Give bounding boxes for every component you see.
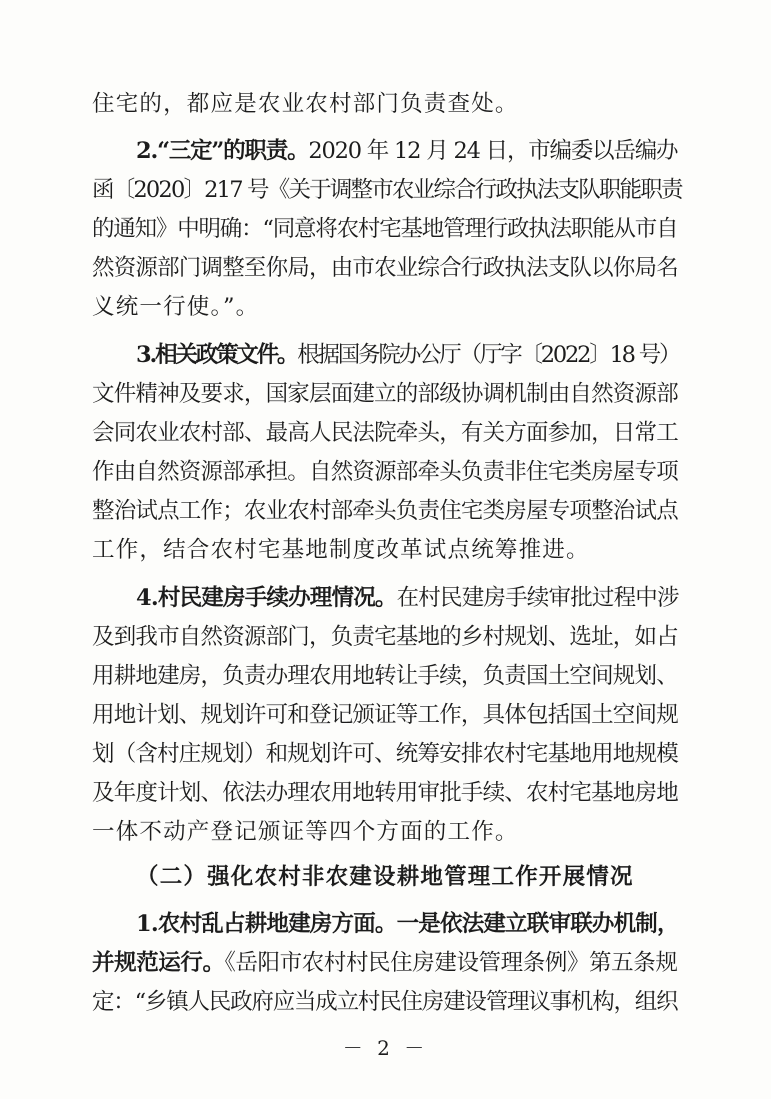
text-line: 函〔2020〕217 号《关于调整市农业综合行政执法支队职能职责 [92, 177, 682, 203]
text-line: 用耕地建房，负责办理农用地转让手续，负责国土空间规划、 [92, 663, 678, 689]
text-line: 一体不动产登记颁证等四个方面的工作。 [92, 819, 519, 845]
text-line: 整治试点工作；农业农村部牵头负责住宅类房屋专项整治试点 [92, 498, 678, 524]
text-line: 住宅的，都应是农业农村部门负责查处。 [92, 91, 519, 117]
text-line: 然资源部门调整至你局，由市农业综合行政执法支队以你局名 [92, 255, 678, 281]
text-line: 作由自然资源部承担。自然资源部牵头负责非住宅类房屋专项 [92, 459, 678, 485]
text-line: 定：“乡镇人民政府应当成立村民住房建设管理议事机构，组织 [92, 989, 678, 1015]
text-line: 会同农业农村部、最高人民法院牵头，有关方面参加，日常工 [92, 420, 678, 446]
text-line: 用地计划、规划许可和登记颁证等工作，具体包括国土空间规 [92, 702, 678, 728]
text-line: 划（含村庄规划）和规划许可、统筹安排农村宅基地用地规模 [92, 741, 678, 767]
text-line: 及年度计划、依法办理农用地转用审批手续、农村宅基地房地 [92, 780, 678, 806]
text-line: 及到我市自然资源部门，负责宅基地的乡村规划、选址，如占 [92, 624, 678, 650]
heading-line: 并规范运行。《岳阳市农村村民住房建设管理条例》第五条规 [92, 950, 678, 976]
heading-line: 2.“三定”的职责。2020 年 12 月 24 日，市编委以岳编办 [136, 138, 678, 164]
heading-line: 4.村民建房手续办理情况。在村民建房手续审批过程中涉 [136, 585, 679, 611]
text-line: 文件精神及要求，国家层面建立的部级协调机制由自然资源部 [92, 381, 678, 407]
text-line: 义统一行使。”。 [92, 294, 260, 320]
page-number: － 2 － [342, 1036, 429, 1060]
section-heading: （二）强化农村非农建设耕地管理工作开展情况 [136, 864, 634, 890]
heading-line: 3.相关政策文件。根据国务院办公厅（厅字〔2022〕18 号） [136, 342, 680, 368]
text-line: 的通知》中明确：“同意将农村宅基地管理行政执法职能从市自 [92, 216, 678, 242]
text-line: 工作，结合农村宅基地制度改革试点统筹推进。 [92, 537, 590, 563]
heading-line: 1.农村乱占耕地建房方面。一是依法建立联审联办机制， [136, 911, 679, 937]
